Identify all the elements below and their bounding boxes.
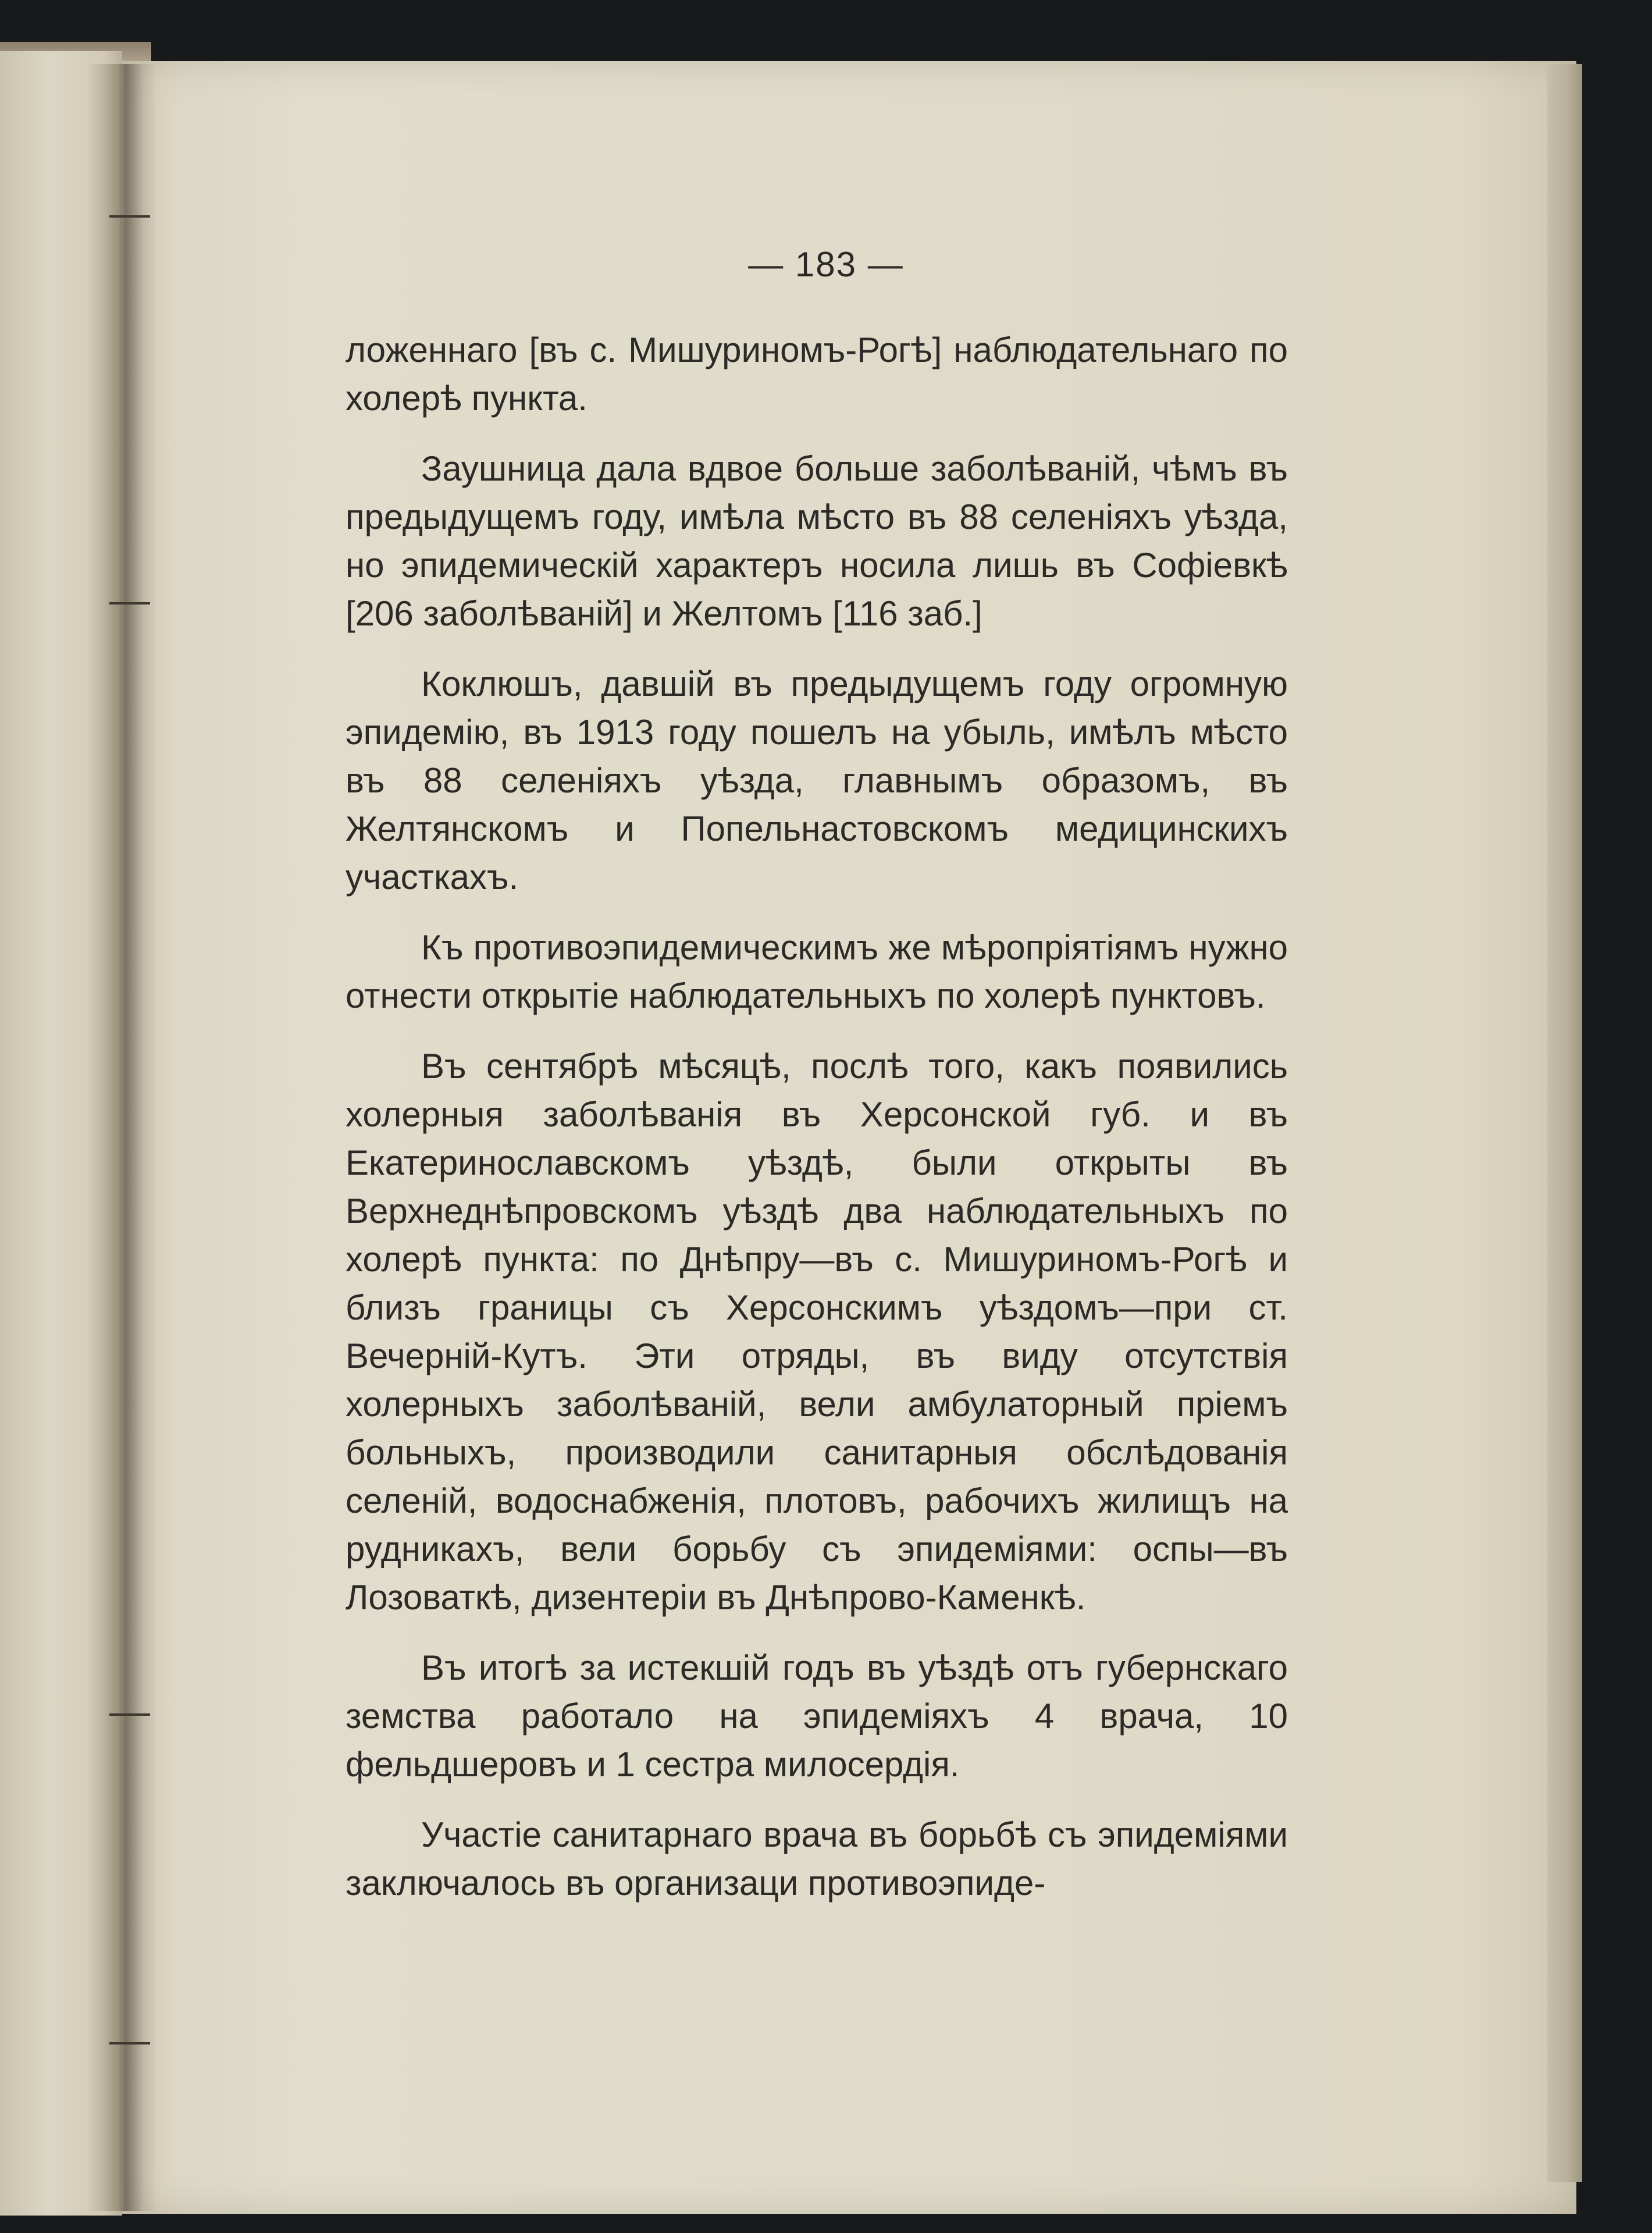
binding-stitch [109, 602, 150, 615]
paragraph: Въ итогѣ за истекшій годъ въ уѣздѣ отъ губернскаго земства работало на эпидеміяхъ 4 врача, 10 фельдшеровъ и 1 сестра милосердія. [346, 1648, 1288, 1784]
paragraph: ложеннаго [въ с. Мишуриномъ-Рогѣ] наблюдательнаго по холерѣ пункта. [346, 330, 1288, 418]
binding-stitch [109, 215, 150, 228]
paragraph: Коклюшъ, давшій въ предыдущемъ году огромную эпидемію, въ 1913 году пошелъ на убыль, имѣлъ мѣсто въ 88 селеніяхъ уѣзда, главнымъ образомъ, въ Желтянскомъ и Попельнастовскомъ медицинскихъ участкахъ. [346, 664, 1288, 897]
paragraph: Участіе санитарнаго врача въ борьбѣ съ эпидеміями заключалось въ организаци противоэпиде- [346, 1815, 1288, 1903]
paragraph: Заушница дала вдвое больше заболѣваній, чѣмъ въ предыдущемъ году, имѣла мѣсто въ 88 селеніяхъ уѣзда, но эпидемическій характеръ носила лишь въ Софіевкѣ [206 заболѣваній] и Желтомъ [116 заб.] [346, 449, 1288, 633]
page-fore-edge [1547, 64, 1582, 2182]
binding-stitch [109, 1713, 150, 1726]
binding-stitch [109, 2042, 150, 2055]
paragraph: Къ противоэпидемическимъ же мѣропріятіямъ нужно отнести открытіе наблюдательныхъ по холерѣ пунктовъ. [346, 928, 1288, 1015]
binding-gutter [87, 64, 157, 2211]
paragraph: Въ сентябрѣ мѣсяцѣ, послѣ того, какъ появились холерныя заболѣванія въ Херсонской губ. и въ Екатеринославскомъ уѣздѣ, были открыты въ Верхнеднѣпровскомъ уѣздѣ два наблюдательныхъ по холерѣ пункта: по Днѣпру—въ с. Мишуриномъ-Рогѣ и близъ границы съ Херсонскимъ уѣздомъ—при ст. Вечерній-Кутъ. Эти отряды, въ виду отсутствія холерныхъ заболѣваній, вели амбулаторный пріемъ больныхъ, производили санитарныя обслѣдованія селеній, водоснабженія, плотовъ, рабочихъ жилищъ на рудникахъ, вели борьбу съ эпидеміями: оспы—въ Лозоваткѣ, дизентеріи въ Днѣпрово-Каменкѣ. [346, 1047, 1288, 1617]
page-number: — 183 — [748, 245, 904, 284]
body-text [346, 326, 1288, 1929]
